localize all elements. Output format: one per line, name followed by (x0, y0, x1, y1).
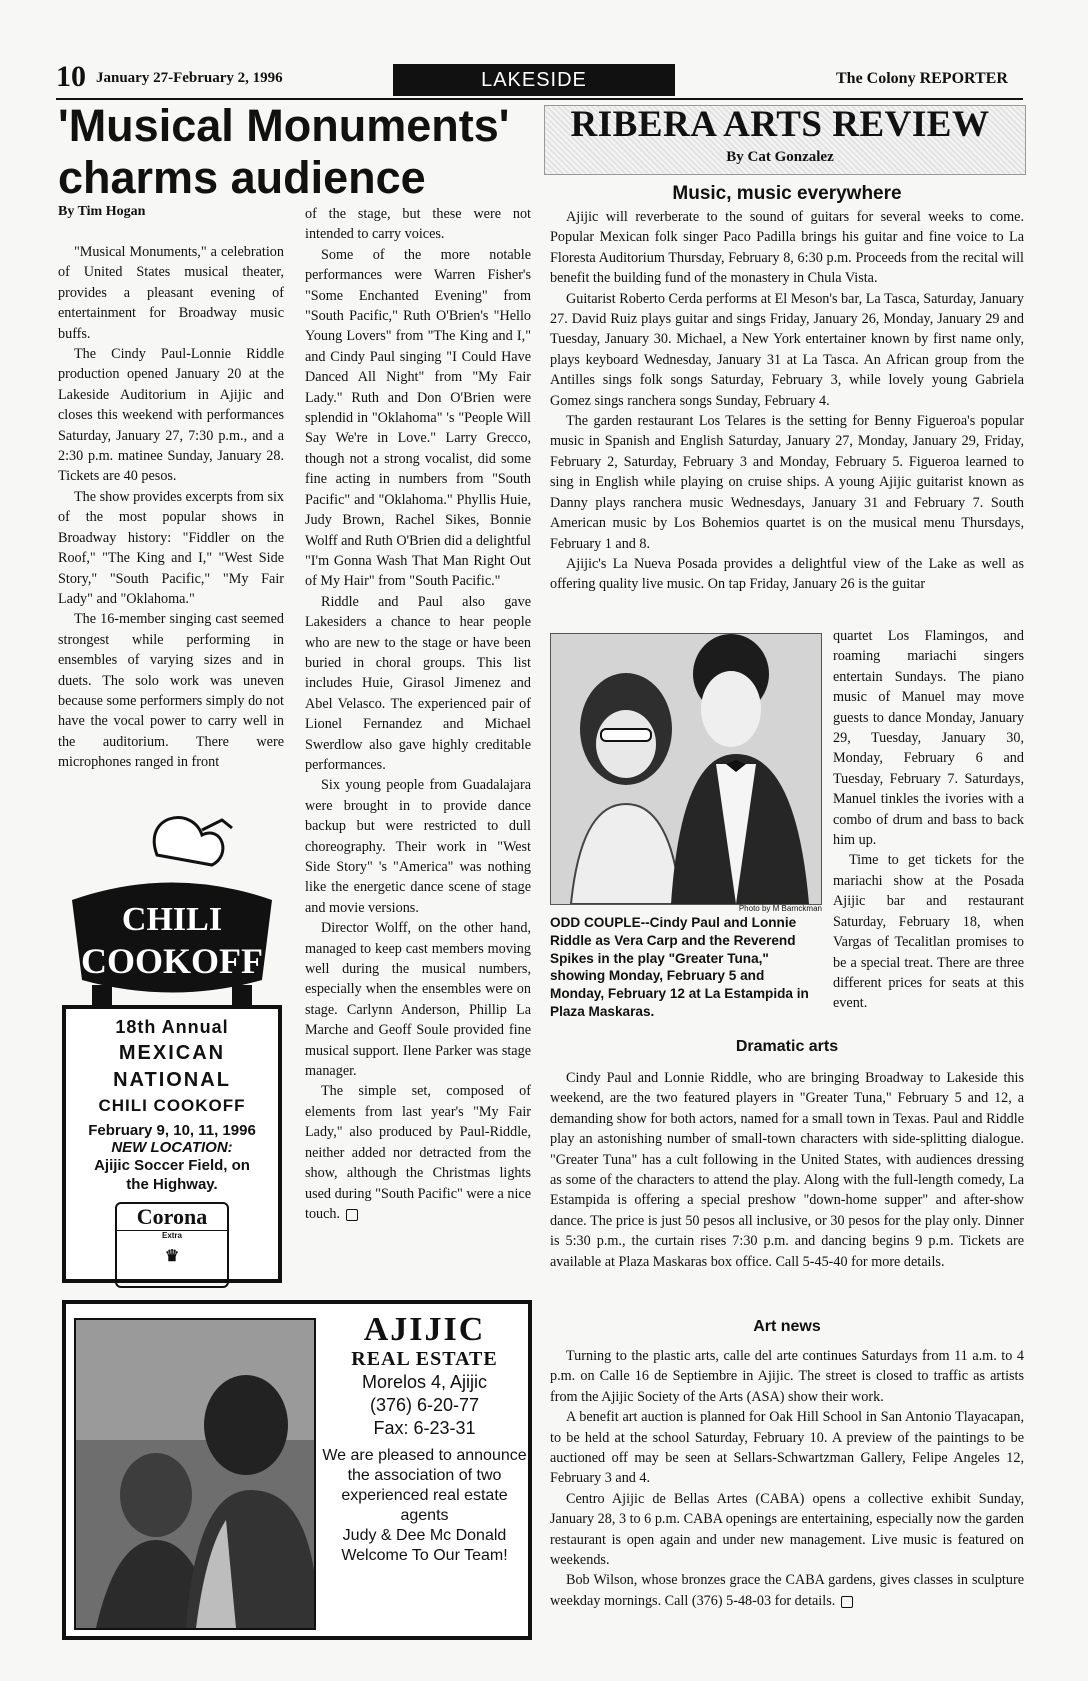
review-paragraph: Ajijic will reverberate to the sound of guitars for several weeks to come. Popular Mexican folk singer Paco Padilla brings his guitar and fine voice to La Floresta Auditorium Thursday, February 8, 6:30 p.m. Proceeds from the recital will benefit the building fund of the monastery in Chula Vista. (550, 209, 1024, 287)
review-art-text (550, 1346, 1024, 1611)
odd-couple-photo (550, 633, 822, 905)
odd-couple-photo-image (551, 634, 821, 904)
article-paragraph: The 16-member singing cast seemed strongest while performing in ensembles of varying sizes and in duets. The solo work was uneven because some performers simply do not have the vocal power to carry well in the auditorium. There were microphones ranged in front (58, 611, 284, 771)
cookoff-line-title: CHILI COOKOFF (98, 1096, 246, 1115)
page-number: 10 (56, 60, 86, 93)
chili-pot-logo-icon (62, 805, 282, 1010)
article-headline: 'Musical Monuments' charms audience (58, 100, 510, 203)
article-byline: By Tim Hogan (58, 204, 146, 219)
review-paragraph: Cindy Paul and Lonnie Riddle, who are bringing Broadway to Lakeside this weekend, are the two featured players in "Greater Tuna," February 5 and 12, a demanding show for both actors, named for a small town in Texas. Paul and Riddle play an astonishing number of small-town characters with side-splitting dialogue. "Greater Tuna" has a cult following in the United States, with audiences dressing as some of the characters to attend the play. Along with the full-length comedy, La Estampida is offering a special preshow "down-home supper" and after-show dance. The price is just 50 pesos all inclusive, or 30 pesos for the play only. Dinner is 5:30 p.m., the curtain rises 7:30 p.m. and dancing begins 9 p.m. Tickets are available at Plaza Maskaras box office. Call 5-45-40 for more details. (550, 1070, 1024, 1270)
article-paragraph: Six young people from Guadalajara were brought in to provide dance backup but were restricted to dull choreography. Their work in "West Side Story" 's "America" was nothing like the energetic dance scene of stage and movie versions. (305, 777, 531, 916)
article-paragraph: The Cindy Paul-Lonnie Riddle production opened January 20 at the Lakeside Auditorium in Ajijic and closes this weekend with performances Saturday, January 27, 7:30 p.m., and a 2:30 p.m. matinee Sunday, January 28. Tickets are 40 pesos. (58, 346, 284, 485)
article-column-1 (58, 242, 284, 773)
agency-announcement: We are pleased to announce the association of two experienced real estate agents (322, 1447, 527, 1524)
article-paragraph: "Musical Monuments," a celebration of United States musical theater, provides a pleasant evening of entertainment for Broadway music buffs. (58, 244, 284, 342)
review-title: RIBERA ARTS REVIEW (570, 104, 990, 145)
newspaper-name: The Colony REPORTER (836, 70, 1008, 87)
review-paragraph: Ajijic's La Nueva Posada provides a delightful view of the Lake as well as offering quality live music. On tap Friday, January 26 is the guitar (550, 555, 1024, 593)
chili-logo-top: CHILI (121, 901, 223, 938)
review-music-side-column (833, 626, 1024, 1014)
review-byline: By Cat Gonzalez (726, 149, 834, 165)
review-paragraph: Bob Wilson, whose bronzes grace the CABA gardens, gives classes in sculpture weekday mornings. Call (376) 5-48-03 for details. (550, 1572, 1024, 1609)
review-paragraph: Turning to the plastic arts, calle del arte continues Saturdays from 11 a.m. to 4 p.m. on Calle 16 de Septiembre in Ajijic. The street is closed to traffic as artists from the Ajijic Society of the Arts (ASA) show their work. (550, 1348, 1024, 1405)
subhead-art-news: Art news (753, 1318, 821, 1335)
end-mark-icon (841, 1596, 853, 1608)
agency-phone: (376) 6-20-77 (369, 1395, 480, 1415)
review-paragraph: Guitarist Roberto Cerda performs at El Meson's bar, La Tasca, Saturday, January 27. David Ruiz plays guitar and sings Friday, January 26, Monday, January 29 and Tuesday, January 30. Michael, a New York entertainer known by first name only, plays keyboard Wednesday, January 31 at La Tasca. An African group from the Antilles sings folk songs Saturday, February 3, while lovely young Gabriela Gomez sings ranchera songs Sunday, February 4. (550, 290, 1024, 409)
agents-photo-image (76, 1320, 314, 1628)
agency-name-line1: AJIJIC (363, 1311, 486, 1348)
chili-cookoff-info (62, 1005, 282, 1283)
article-paragraph: Riddle and Paul also gave Lakesiders a chance to hear people who are new to the stage or have been buried in choral groups. This list includes Huie, Girasol Jimenez and Abel Velasco. The experienced pair of Lionel Fernandez and Michael Swerdlow also gave highly creditable performances. (305, 593, 531, 773)
crown-icon: ♛ (164, 1248, 180, 1265)
review-paragraph: quartet Los Flamingos, and roaming mariachi singers entertain Sundays. The piano music of Manuel may move guests to dance Monday, January 29, Tuesday, January 30, Monday, February 6 and Tuesday, February 7. Saturdays, Manuel tinkles the ivories with a combo of drum and bass to back him up. (833, 628, 1024, 849)
agency-address: Morelos 4, Ajijic (361, 1372, 488, 1392)
issue-date: January 27-February 2, 1996 (96, 70, 283, 86)
corona-wordmark: Corona (117, 1204, 227, 1231)
corona-logo (115, 1202, 229, 1288)
cookoff-location-label: NEW LOCATION: (111, 1139, 233, 1156)
end-mark-icon (346, 1209, 358, 1221)
cookoff-dates: February 9, 10, 11, 1996 (88, 1122, 256, 1139)
section-label: LAKESIDE (393, 64, 675, 96)
article-paragraph: Director Wolff, on the other hand, managed to keep cast members moving well during the musical numbers, especially when the ensembles were on stage. Carlynn Anderson, Phillip La Marche and Geoff Soule provided fine musical support. Ilene Parker was stage manager. (305, 920, 531, 1080)
article-paragraph: The show provides excerpts from six of the most popular shows in Broadway history: "Fiddler on the Roof," "The King and I," "West Side Story," "South Pacific," "My Fair Lady" and "Oklahoma." (58, 488, 285, 607)
review-paragraph: Centro Ajijic de Bellas Artes (CABA) opens a collective exhibit Sunday, January 28, 3 to 6 p.m. CABA openings are entertaining, especially now the garden restaurant is open again and under new management. Live music is featured on weekends. (550, 1490, 1024, 1569)
agency-agents: Judy & Dee Mc Donald (342, 1527, 507, 1544)
real-estate-ad-text (322, 1312, 527, 1566)
agency-name-line2: REAL ESTATE (351, 1348, 498, 1370)
article-paragraph: Some of the more notable performances were Warren Fisher's "Some Enchanted Evening" from "South Pacific," Ruth O'Brien's "Hello Young Lovers" from "The King and I," and Cindy Paul singing "I Could Have Danced All Night" from "My Fair Lady." Ruth and Don O'Brien were splendid in "Oklahoma" 's "People Will Say We're in Love." Larry Grecco, though not a strong vocalist, did some fine acting in numbers from "South Pacific" and "Oklahoma." Phyllis Huie, Judy Brown, Rachel Sikes, Bonnie Wolff and Ruth O'Brien did a delightful "I'm Gonna Wash That Man Right Out of My Hair" from "South Pacific." (305, 246, 531, 590)
review-paragraph: Time to get tickets for the mariachi show at the Posada Ajijic bar and restaurant Saturday, February 18, when Vargas of Tecalitlan promises to be a special treat. There are three different prices for seats at this event. (833, 852, 1024, 1012)
agency-welcome: Welcome To Our Team! (341, 1547, 508, 1564)
article-paragraph: of the stage, but these were not intended to carry voices. (305, 206, 531, 243)
chili-logo-bottom: COOKOFF (81, 941, 263, 981)
review-paragraph: The garden restaurant Los Telares is the setting for Benny Figueroa's popular music in Spanish and English Saturday, January 27, Monday, January 29, Friday, February 2, Saturday, February 3 and Monday, February 5. Figueroa learned to sing in English while playing on cruise ships. A young Ajijic guitarist known as Danny plays ranchera music Wednesdays, January 31 and February 7. South American music by Los Bohemios quartet is on the musical menu Thursdays, February 1 and 8. (550, 413, 1024, 552)
cookoff-line-mexican: MEXICAN (118, 1042, 226, 1064)
subhead-music: Music, music everywhere (672, 183, 902, 204)
photo-credit: Photo by M Barnckman (738, 904, 822, 913)
subhead-dramatic-arts: Dramatic arts (735, 1038, 839, 1055)
corona-subtitle: Extra (161, 1231, 182, 1240)
article-paragraph: The simple set, composed of elements from last year's "My Fair Lady," also produced by Paul-Riddle, neither added nor detracted from the show, although the Christmas lights used during "South Pacific" were a nice touch. (305, 1083, 531, 1222)
agents-photo (74, 1318, 316, 1630)
cookoff-line-national: NATIONAL (113, 1069, 231, 1091)
cookoff-location: Ajijic Soccer Field, on the Highway. (94, 1157, 250, 1193)
agency-fax: Fax: 6-23-31 (373, 1418, 476, 1438)
review-paragraph: A benefit art auction is planned for Oak Hill School in San Antonio Tlayacapan, to be held at the school Saturday, February 10. A preview of the paintings to be auctioned off may be seen at Sellars-Schwartzman Gallery, Felipe Angeles 12, February 3 and 4. (550, 1409, 1024, 1487)
review-music-text (550, 207, 1024, 595)
photo-caption: ODD COUPLE--Cindy Paul and Lonnie Riddle as Vera Carp and the Reverend Spikes in the play "Greater Tuna," showing Monday, February 5 and Monday, February 12 at La Estampida in Plaza Maskaras. (550, 915, 809, 1019)
cookoff-edition: 18th Annual (115, 1017, 229, 1037)
review-drama-text (550, 1068, 1024, 1272)
article-column-2 (305, 204, 531, 1224)
